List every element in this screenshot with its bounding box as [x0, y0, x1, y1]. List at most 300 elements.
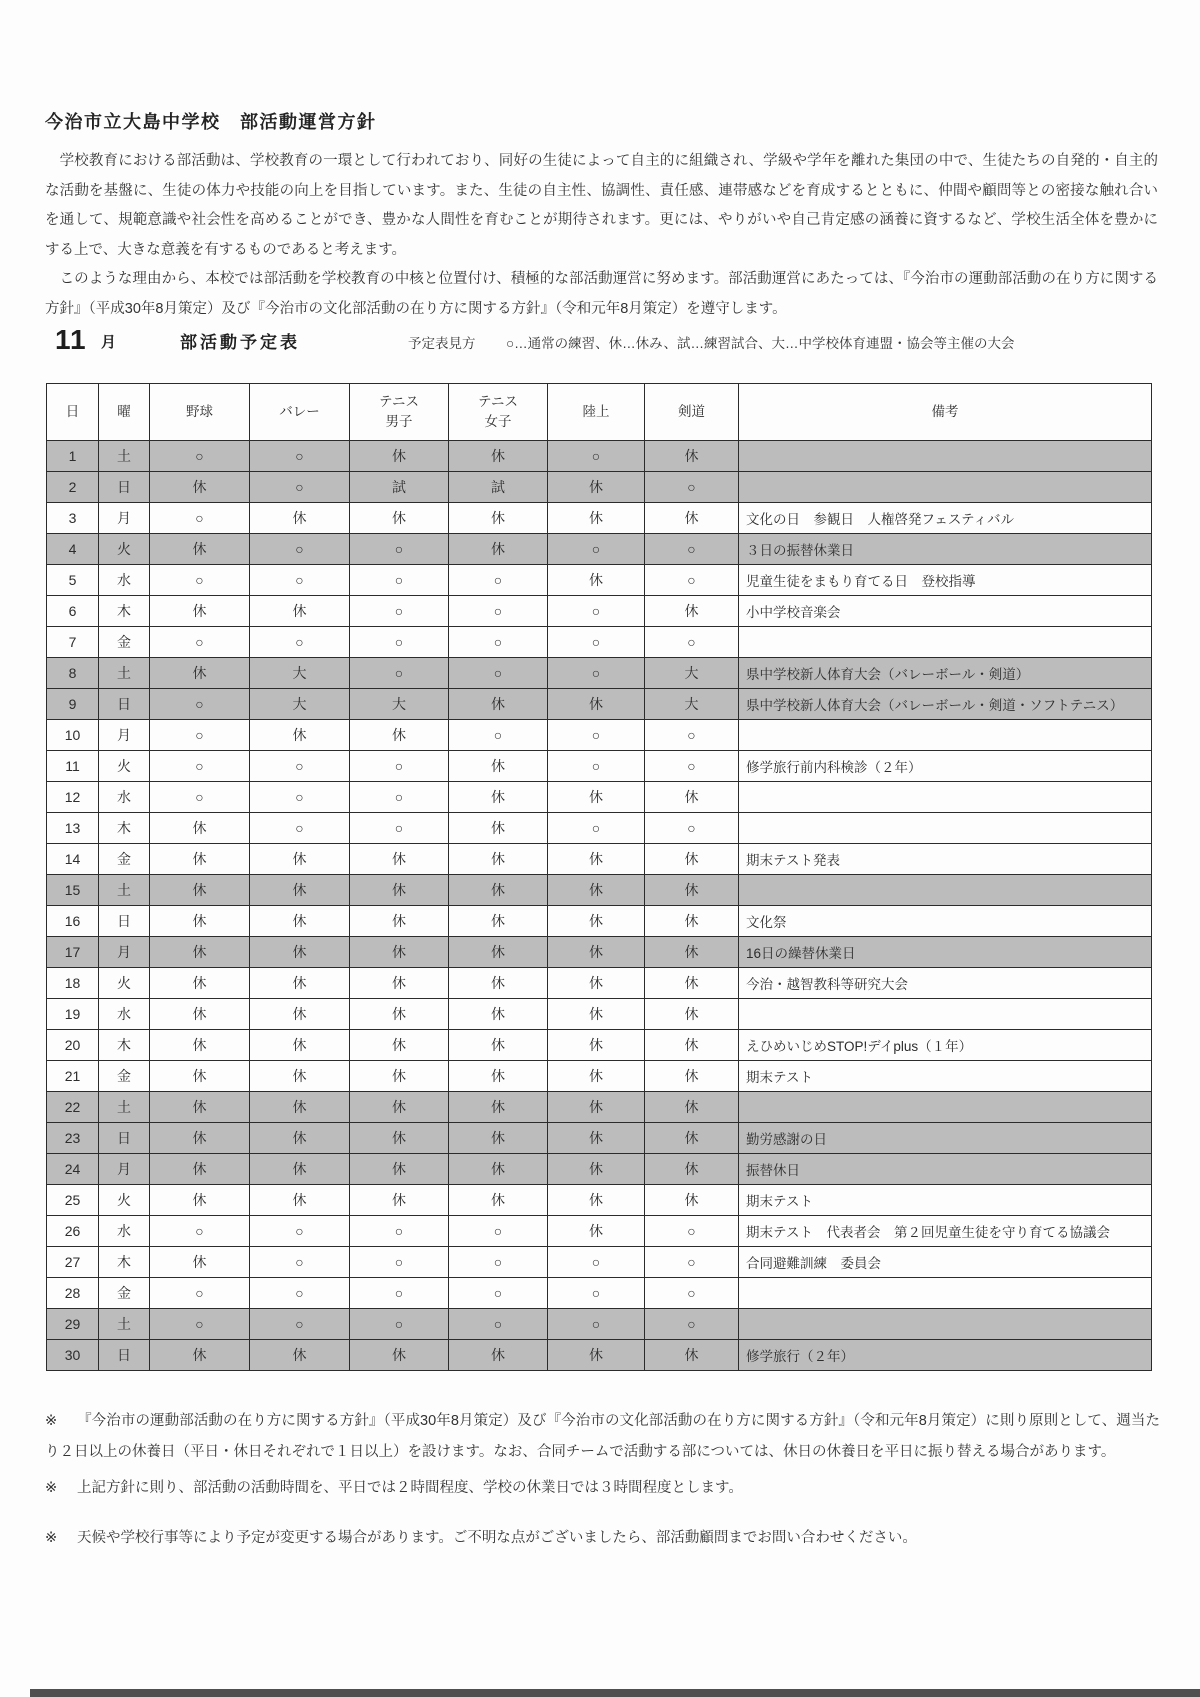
- note-cell: 期末テスト: [739, 1185, 1152, 1216]
- activity-cell: 休: [250, 1123, 350, 1154]
- table-row: [47, 1154, 1152, 1185]
- activity-cell: ○: [548, 441, 645, 472]
- activity-cell: 休: [250, 1154, 350, 1185]
- activity-cell: 休: [250, 1185, 350, 1216]
- weekday-cell: 土: [99, 875, 150, 906]
- activity-cell: ○: [250, 813, 350, 844]
- table-row: [47, 658, 1152, 689]
- activity-cell: 休: [150, 534, 250, 565]
- activity-cell: 休: [250, 906, 350, 937]
- activity-cell: ○: [350, 565, 449, 596]
- activity-cell: 休: [150, 906, 250, 937]
- activity-cell: ○: [350, 1309, 449, 1340]
- table-row: [47, 689, 1152, 720]
- activity-cell: 休: [548, 1154, 645, 1185]
- intro-paragraph: このような理由から、本校では部活動を学校教育の中核と位置付け、積極的な部活動運営に努めます。部活動運営にあたっては、『今治市の運動部活動の在り方に関する方針』（平成30年8月策定）及び『今治市の文化部活動の在り方に関する方針』（令和元年8月策定）を遵守します。: [45, 271, 1158, 317]
- activity-cell: 試: [449, 472, 548, 503]
- table-row: [47, 1123, 1152, 1154]
- note-cell: 児童生徒をまもり育てる日 登校指導: [739, 565, 1152, 596]
- activity-cell: 休: [449, 1092, 548, 1123]
- activity-cell: ○: [548, 534, 645, 565]
- table-row: [47, 999, 1152, 1030]
- activity-cell: 休: [350, 906, 449, 937]
- activity-cell: 休: [449, 782, 548, 813]
- activity-cell: 休: [449, 906, 548, 937]
- activity-cell: 休: [645, 503, 739, 534]
- activity-cell: ○: [645, 813, 739, 844]
- table-row: [47, 844, 1152, 875]
- activity-cell: 休: [350, 844, 449, 875]
- legend-label: 予定表見方: [408, 336, 476, 351]
- weekday-cell: 木: [99, 813, 150, 844]
- activity-cell: ○: [350, 813, 449, 844]
- activity-cell: 休: [250, 999, 350, 1030]
- activity-cell: 休: [548, 1340, 645, 1371]
- activity-cell: 休: [250, 1340, 350, 1371]
- weekday-cell: 金: [99, 844, 150, 875]
- activity-cell: ○: [250, 472, 350, 503]
- activity-cell: 休: [350, 503, 449, 534]
- column-header: 備考: [739, 384, 1152, 441]
- day-cell: 15: [47, 875, 99, 906]
- weekday-cell: 土: [99, 1309, 150, 1340]
- activity-cell: 大: [645, 658, 739, 689]
- activity-cell: 休: [645, 1092, 739, 1123]
- footnote-text: 『今治市の運動部活動の在り方に関する方針』（平成30年8月策定）及び『今治市の文化部活動の在り方に関する方針』（令和元年8月策定）に則り原則として、週当たり２日以上の休養日（平日・休日それぞれで１日以上）を設けます。なお、合同チームで活動する部については、休日の休養日を平日に振り替える場合があります。: [45, 1413, 1160, 1460]
- activity-cell: 休: [548, 782, 645, 813]
- note-cell: 県中学校新人体育大会（バレーボール・剣道）: [739, 658, 1152, 689]
- activity-cell: 休: [150, 1030, 250, 1061]
- column-header: 野球: [150, 384, 250, 441]
- day-cell: 24: [47, 1154, 99, 1185]
- activity-cell: ○: [350, 1247, 449, 1278]
- activity-cell: 休: [449, 1185, 548, 1216]
- activity-cell: 休: [645, 844, 739, 875]
- activity-cell: 休: [150, 968, 250, 999]
- activity-cell: ○: [548, 1309, 645, 1340]
- activity-cell: 休: [250, 503, 350, 534]
- weekday-cell: 金: [99, 1278, 150, 1309]
- footnote-marker: ※: [45, 1480, 58, 1496]
- activity-cell: ○: [250, 1309, 350, 1340]
- table-row: [47, 503, 1152, 534]
- month-number: 11: [55, 324, 87, 355]
- weekday-cell: 水: [99, 999, 150, 1030]
- weekday-cell: 火: [99, 534, 150, 565]
- activity-cell: ○: [449, 720, 548, 751]
- table-row: [47, 1185, 1152, 1216]
- note-cell: [739, 782, 1152, 813]
- footnote-text: 上記方針に則り、部活動の活動時間を、平日では２時間程度、学校の休業日では３時間程度とします。: [77, 1480, 743, 1496]
- table-row: [47, 1340, 1152, 1371]
- activity-cell: 休: [449, 751, 548, 782]
- table-row: [47, 534, 1152, 565]
- day-cell: 6: [47, 596, 99, 627]
- weekday-cell: 月: [99, 720, 150, 751]
- activity-cell: 試: [350, 472, 449, 503]
- intro-text: [45, 147, 1158, 324]
- activity-cell: ○: [250, 1216, 350, 1247]
- activity-cell: 休: [150, 472, 250, 503]
- note-cell: [739, 1092, 1152, 1123]
- weekday-cell: 日: [99, 1340, 150, 1371]
- activity-cell: ○: [350, 627, 449, 658]
- activity-cell: 休: [350, 441, 449, 472]
- activity-cell: 休: [150, 1123, 250, 1154]
- schedule-header: [0, 320, 1200, 356]
- activity-cell: ○: [548, 813, 645, 844]
- activity-cell: 休: [350, 968, 449, 999]
- activity-cell: 休: [350, 1154, 449, 1185]
- activity-cell: 休: [150, 813, 250, 844]
- activity-cell: ○: [449, 596, 548, 627]
- note-cell: 修学旅行（２年）: [739, 1340, 1152, 1371]
- note-cell: 修学旅行前内科検診（２年）: [739, 751, 1152, 782]
- activity-cell: 休: [548, 844, 645, 875]
- column-header: 曜: [99, 384, 150, 441]
- column-header: 陸上: [548, 384, 645, 441]
- activity-cell: ○: [645, 1247, 739, 1278]
- activity-cell: 休: [449, 1340, 548, 1371]
- activity-cell: ○: [645, 565, 739, 596]
- note-cell: 文化祭: [739, 906, 1152, 937]
- activity-cell: 休: [645, 1123, 739, 1154]
- note-cell: [739, 1278, 1152, 1309]
- table-row: [47, 751, 1152, 782]
- activity-cell: 休: [449, 813, 548, 844]
- note-cell: えひめいじめSTOP!デイplus（１年）: [739, 1030, 1152, 1061]
- note-cell: [739, 441, 1152, 472]
- legend-text: ○…通常の練習、休…休み、試…練習試合、大…中学校体育連盟・協会等主催の大会: [506, 336, 1015, 351]
- activity-cell: 大: [250, 658, 350, 689]
- activity-cell: ○: [548, 751, 645, 782]
- activity-cell: ○: [449, 627, 548, 658]
- weekday-cell: 木: [99, 1030, 150, 1061]
- day-cell: 10: [47, 720, 99, 751]
- footnote-marker: ※: [45, 1530, 58, 1546]
- note-cell: 県中学校新人体育大会（バレーボール・剣道・ソフトテニス）: [739, 689, 1152, 720]
- activity-cell: 休: [250, 1061, 350, 1092]
- note-cell: 16日の繰替休業日: [739, 937, 1152, 968]
- note-cell: 文化の日 参観日 人権啓発フェスティバル: [739, 503, 1152, 534]
- activity-cell: ○: [150, 503, 250, 534]
- activity-cell: 休: [150, 1061, 250, 1092]
- activity-cell: 休: [449, 1061, 548, 1092]
- schedule-table: [46, 383, 1152, 1371]
- activity-cell: 休: [449, 689, 548, 720]
- day-cell: 21: [47, 1061, 99, 1092]
- note-cell: 今治・越智教科等研究大会: [739, 968, 1152, 999]
- activity-cell: 休: [449, 441, 548, 472]
- activity-cell: 休: [449, 1154, 548, 1185]
- activity-cell: 休: [150, 999, 250, 1030]
- activity-cell: 休: [350, 1061, 449, 1092]
- weekday-cell: 日: [99, 689, 150, 720]
- weekday-cell: 木: [99, 596, 150, 627]
- column-header: 剣道: [645, 384, 739, 441]
- weekday-cell: 日: [99, 472, 150, 503]
- activity-cell: ○: [449, 1216, 548, 1247]
- activity-cell: 休: [350, 1030, 449, 1061]
- activity-cell: ○: [645, 1309, 739, 1340]
- note-cell: 小中学校音楽会: [739, 596, 1152, 627]
- footnote-marker: ※: [45, 1413, 58, 1429]
- activity-cell: ○: [150, 720, 250, 751]
- table-row: [47, 565, 1152, 596]
- activity-cell: 休: [250, 875, 350, 906]
- table-row: [47, 906, 1152, 937]
- activity-cell: ○: [350, 658, 449, 689]
- month-label: 月: [101, 334, 117, 351]
- weekday-cell: 金: [99, 627, 150, 658]
- weekday-cell: 土: [99, 1092, 150, 1123]
- activity-cell: 休: [548, 1061, 645, 1092]
- day-cell: 18: [47, 968, 99, 999]
- column-header: テニス 男子: [350, 384, 449, 441]
- activity-cell: 休: [548, 1030, 645, 1061]
- note-cell: [739, 1309, 1152, 1340]
- activity-cell: 休: [449, 937, 548, 968]
- table-row: [47, 1061, 1152, 1092]
- weekday-cell: 火: [99, 751, 150, 782]
- table-row: [47, 720, 1152, 751]
- activity-cell: ○: [548, 1247, 645, 1278]
- activity-cell: 休: [250, 1092, 350, 1123]
- activity-cell: ○: [250, 751, 350, 782]
- activity-cell: ○: [150, 782, 250, 813]
- table-row: [47, 968, 1152, 999]
- day-cell: 30: [47, 1340, 99, 1371]
- table-row: [47, 627, 1152, 658]
- day-cell: 23: [47, 1123, 99, 1154]
- activity-cell: ○: [449, 658, 548, 689]
- weekday-cell: 水: [99, 565, 150, 596]
- activity-cell: 大: [350, 689, 449, 720]
- weekday-cell: 日: [99, 906, 150, 937]
- note-cell: 勤労感謝の日: [739, 1123, 1152, 1154]
- weekday-cell: 月: [99, 503, 150, 534]
- day-cell: 7: [47, 627, 99, 658]
- activity-cell: 休: [645, 968, 739, 999]
- activity-cell: ○: [350, 596, 449, 627]
- day-cell: 1: [47, 441, 99, 472]
- activity-cell: 休: [250, 937, 350, 968]
- day-cell: 26: [47, 1216, 99, 1247]
- activity-cell: ○: [350, 534, 449, 565]
- activity-cell: ○: [250, 627, 350, 658]
- activity-cell: 休: [449, 534, 548, 565]
- day-cell: 29: [47, 1309, 99, 1340]
- weekday-cell: 火: [99, 968, 150, 999]
- day-cell: 20: [47, 1030, 99, 1061]
- table-row: [47, 472, 1152, 503]
- activity-cell: 休: [645, 875, 739, 906]
- table-header-row: [47, 384, 1152, 441]
- activity-cell: 休: [645, 1340, 739, 1371]
- note-cell: 期末テスト: [739, 1061, 1152, 1092]
- activity-cell: 休: [250, 1030, 350, 1061]
- activity-cell: ○: [449, 1309, 548, 1340]
- footnote: [45, 1406, 1160, 1468]
- day-cell: 13: [47, 813, 99, 844]
- weekday-cell: 金: [99, 1061, 150, 1092]
- day-cell: 11: [47, 751, 99, 782]
- activity-cell: 大: [645, 689, 739, 720]
- page-title: 今治市立大島中学校 部活動運営方針: [45, 112, 377, 132]
- activity-cell: ○: [645, 627, 739, 658]
- activity-cell: 休: [645, 782, 739, 813]
- table-row: [47, 1216, 1152, 1247]
- weekday-cell: 月: [99, 937, 150, 968]
- activity-cell: 休: [350, 875, 449, 906]
- day-cell: 25: [47, 1185, 99, 1216]
- activity-cell: ○: [350, 751, 449, 782]
- activity-cell: ○: [150, 1278, 250, 1309]
- activity-cell: 休: [645, 937, 739, 968]
- activity-cell: 休: [548, 999, 645, 1030]
- activity-cell: ○: [150, 627, 250, 658]
- activity-cell: 休: [150, 1185, 250, 1216]
- weekday-cell: 火: [99, 1185, 150, 1216]
- table-row: [47, 813, 1152, 844]
- weekday-cell: 月: [99, 1154, 150, 1185]
- weekday-cell: 木: [99, 1247, 150, 1278]
- activity-cell: ○: [250, 782, 350, 813]
- activity-cell: 休: [150, 875, 250, 906]
- activity-cell: 休: [350, 720, 449, 751]
- note-cell: [739, 999, 1152, 1030]
- column-header: バレー: [250, 384, 350, 441]
- table-row: [47, 1247, 1152, 1278]
- activity-cell: 休: [548, 1092, 645, 1123]
- activity-cell: ○: [350, 1278, 449, 1309]
- activity-cell: 休: [150, 1092, 250, 1123]
- activity-cell: 休: [548, 1185, 645, 1216]
- day-cell: 14: [47, 844, 99, 875]
- activity-cell: 休: [350, 1185, 449, 1216]
- activity-cell: 休: [250, 844, 350, 875]
- activity-cell: 休: [548, 875, 645, 906]
- table-row: [47, 1309, 1152, 1340]
- activity-cell: 休: [449, 503, 548, 534]
- activity-cell: ○: [548, 658, 645, 689]
- note-cell: [739, 813, 1152, 844]
- footnote: [45, 1473, 1160, 1504]
- day-cell: 16: [47, 906, 99, 937]
- activity-cell: 休: [548, 689, 645, 720]
- day-cell: 9: [47, 689, 99, 720]
- day-cell: 2: [47, 472, 99, 503]
- activity-cell: 大: [250, 689, 350, 720]
- activity-cell: ○: [150, 565, 250, 596]
- activity-cell: ○: [645, 720, 739, 751]
- activity-cell: 休: [350, 1340, 449, 1371]
- activity-cell: 休: [645, 1030, 739, 1061]
- activity-cell: ○: [150, 1309, 250, 1340]
- footnotes: [45, 1406, 1160, 1554]
- activity-cell: 休: [548, 906, 645, 937]
- activity-cell: 休: [449, 999, 548, 1030]
- day-cell: 12: [47, 782, 99, 813]
- activity-cell: 休: [645, 999, 739, 1030]
- activity-cell: 休: [548, 937, 645, 968]
- day-cell: 8: [47, 658, 99, 689]
- column-header: テニス 女子: [449, 384, 548, 441]
- activity-cell: ○: [250, 1247, 350, 1278]
- activity-cell: ○: [150, 1216, 250, 1247]
- day-cell: 17: [47, 937, 99, 968]
- table-row: [47, 1278, 1152, 1309]
- note-cell: 合同避難訓練 委員会: [739, 1247, 1152, 1278]
- activity-cell: ○: [449, 1278, 548, 1309]
- activity-cell: 休: [150, 1340, 250, 1371]
- activity-cell: 休: [548, 968, 645, 999]
- activity-cell: ○: [350, 782, 449, 813]
- activity-cell: ○: [645, 1278, 739, 1309]
- activity-cell: ○: [645, 472, 739, 503]
- activity-cell: ○: [449, 1247, 548, 1278]
- activity-cell: 休: [449, 1030, 548, 1061]
- table-row: [47, 1030, 1152, 1061]
- table-row: [47, 937, 1152, 968]
- day-cell: 27: [47, 1247, 99, 1278]
- activity-cell: 休: [449, 1123, 548, 1154]
- activity-cell: 休: [645, 596, 739, 627]
- activity-cell: 休: [350, 999, 449, 1030]
- activity-cell: 休: [449, 875, 548, 906]
- activity-cell: ○: [250, 1278, 350, 1309]
- note-cell: 期末テスト 代表者会 第２回児童生徒を守り育てる協議会: [739, 1216, 1152, 1247]
- activity-cell: ○: [548, 1278, 645, 1309]
- activity-cell: ○: [449, 565, 548, 596]
- weekday-cell: 水: [99, 1216, 150, 1247]
- activity-cell: ○: [645, 751, 739, 782]
- table-title: 部活動予定表: [180, 333, 300, 352]
- activity-cell: ○: [150, 441, 250, 472]
- activity-cell: 休: [645, 1185, 739, 1216]
- activity-cell: 休: [548, 1123, 645, 1154]
- activity-cell: 休: [449, 844, 548, 875]
- day-cell: 3: [47, 503, 99, 534]
- activity-cell: ○: [250, 534, 350, 565]
- activity-cell: ○: [645, 534, 739, 565]
- activity-cell: 休: [150, 596, 250, 627]
- activity-cell: 休: [250, 596, 350, 627]
- activity-cell: 休: [548, 1216, 645, 1247]
- table-row: [47, 441, 1152, 472]
- day-cell: 4: [47, 534, 99, 565]
- activity-cell: 休: [350, 937, 449, 968]
- activity-cell: 休: [150, 658, 250, 689]
- activity-cell: 休: [548, 565, 645, 596]
- note-cell: [739, 875, 1152, 906]
- activity-cell: ○: [548, 720, 645, 751]
- activity-cell: ○: [350, 1216, 449, 1247]
- weekday-cell: 土: [99, 441, 150, 472]
- table-row: [47, 782, 1152, 813]
- day-cell: 19: [47, 999, 99, 1030]
- weekday-cell: 水: [99, 782, 150, 813]
- activity-cell: 休: [150, 937, 250, 968]
- weekday-cell: 日: [99, 1123, 150, 1154]
- activity-cell: ○: [548, 627, 645, 658]
- footnote-text: 天候や学校行事等により予定が変更する場合があります。ご不明な点がございましたら、部活動顧問までお問い合わせください。: [77, 1530, 917, 1546]
- activity-cell: 休: [548, 503, 645, 534]
- column-header: 日: [47, 384, 99, 441]
- table-row: [47, 596, 1152, 627]
- activity-cell: ○: [645, 1216, 739, 1247]
- footnote: [45, 1523, 1160, 1554]
